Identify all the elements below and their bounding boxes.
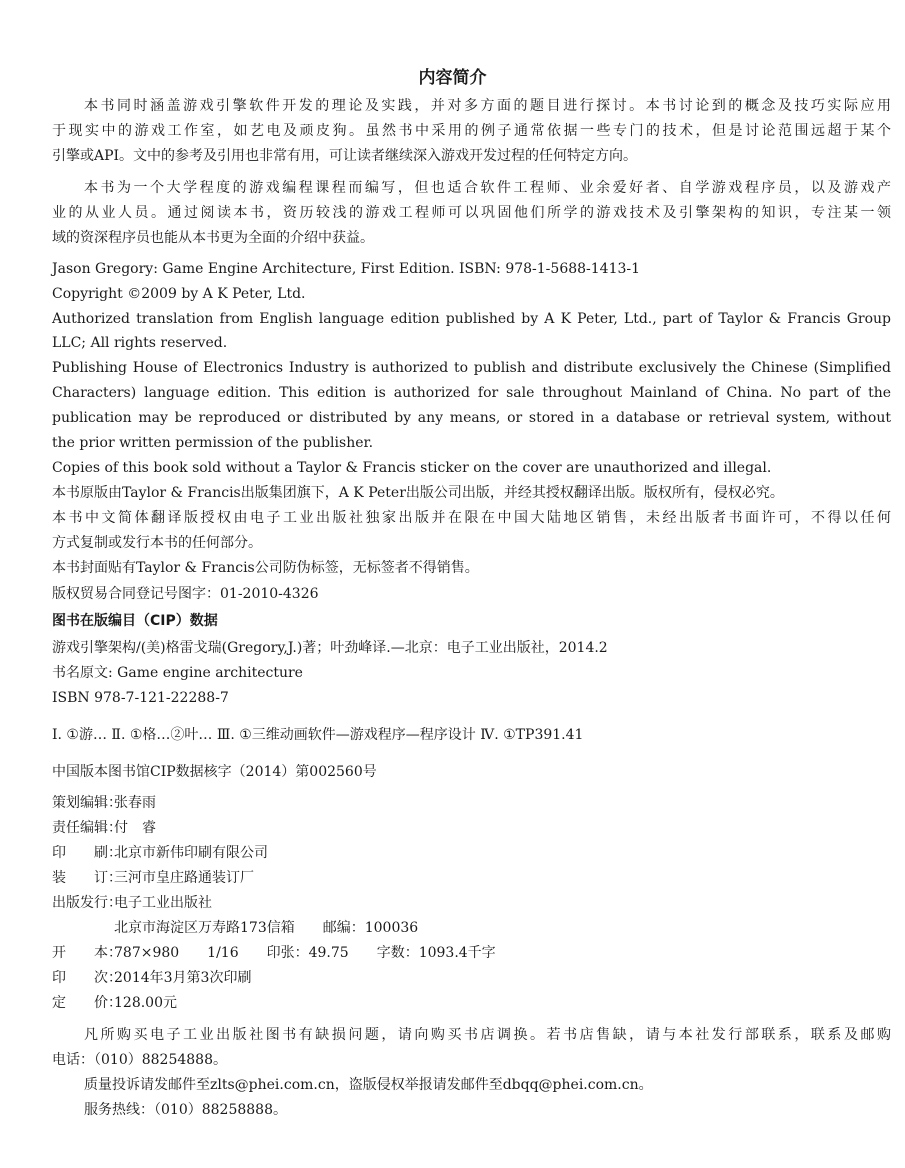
intro-line: 引擎或API。文中的参考及引用也非常有用，可让读者继续深入游戏开发过程的任何特定方向。 <box>52 148 638 164</box>
cip-line: 游戏引擎架构/(美)格雷戈瑞(Gregory,J.)著；叶劲峰译.—北京：电子工业出版社，2014.2 <box>52 640 608 656</box>
rights-line: 本书中文简体翻译版授权由电子工业出版社独家出版并在限在中国大陆地区销售，未经出版者书面许可，不得以任何 <box>52 510 891 526</box>
credit-value: 三河市皇庄路通装订厂 <box>114 870 254 886</box>
credit-label: 印 刷： <box>52 845 122 861</box>
credit-edition <box>52 968 891 988</box>
credit-publisher <box>52 893 891 913</box>
english-line: Jason Gregory: Game Engine Architecture, First Edition. ISBN: 978-1-5688-1413-1 <box>52 261 641 277</box>
credit-binding <box>52 868 891 888</box>
rights-line: 版权贸易合同登记号图字：01-2010-4326 <box>52 586 319 602</box>
cip-line: 中国版本图书馆CIP数据核字（2014）第002560号 <box>52 764 377 780</box>
english-line: the prior written permission of the publisher. <box>52 435 374 451</box>
english-line: publication may be reproduced or distributed by any means, or stored in a database or retrieval system, without <box>52 410 891 426</box>
credit-label: 开 本： <box>52 945 122 961</box>
service-line: 质量投诉请发邮件至zlts@phei.com.cn，盗版侵权举报请发邮件至dbqq@phei.com.cn。 <box>84 1077 653 1093</box>
credit-address <box>52 918 891 938</box>
credit-value: 付 睿 <box>114 820 156 836</box>
credit-label: 策划编辑： <box>52 795 122 811</box>
credit-value: 2014年3月第3次印刷 <box>114 970 252 986</box>
intro-line: 于现实中的游戏工作室，如艺电及顽皮狗。虽然书中采用的例子通常依据一些专门的技术，但是讨论范围远超于某个 <box>52 123 891 139</box>
credit-value: 北京市新伟印刷有限公司 <box>114 845 268 861</box>
credit-value: 电子工业出版社 <box>114 895 212 911</box>
rights-line: 本书封面贴有Taylor & Francis公司防伪标签，无标签者不得销售。 <box>52 560 479 576</box>
credit-value: 北京市海淀区万寿路173信箱 <box>114 920 295 936</box>
credit-value: 787×980 1/16 印张：49.75 字数：1093.4千字 <box>114 945 496 961</box>
english-line: Publishing House of Electronics Industry is authorized to publish and distribute exclusively the Chinese (Simplified <box>52 360 891 376</box>
english-line: Authorized translation from English language edition published by A K Peter, Ltd., part of Taylor & Francis Group <box>52 311 891 327</box>
intro-line: 域的资深程序员也能从本书更为全面的介绍中获益。 <box>52 230 374 246</box>
english-line: Copyright ©2009 by A K Peter, Ltd. <box>52 286 306 302</box>
credit-label: 责任编辑： <box>52 820 122 836</box>
credit-value: 张春雨 <box>114 795 156 811</box>
service-line: 凡所购买电子工业出版社图书有缺损问题，请向购买书店调换。若书店售缺，请与本社发行部联系，联系及邮购 <box>84 1027 891 1043</box>
page-title: 内容简介 <box>418 68 487 88</box>
english-line: Copies of this book sold without a Taylor & Francis sticker on the cover are unauthorized and illegal. <box>52 460 772 476</box>
rights-line: 方式复制或发行本书的任何部分。 <box>52 535 262 551</box>
rights-line: 本书原版由Taylor & Francis出版集团旗下，A K Peter出版公司出版，并经其授权翻译出版。版权所有，侵权必究。 <box>52 485 784 501</box>
cip-line: ISBN 978-7-121-22288-7 <box>52 690 229 706</box>
credit-postcode: 邮编：100036 <box>322 920 419 936</box>
credit-editor <box>52 818 891 838</box>
credit-label: 定 价： <box>52 995 122 1011</box>
credit-print <box>52 843 891 863</box>
service-line: 电话：（010）88254888。 <box>52 1052 227 1068</box>
intro-line: 业的从业人员。通过阅读本书，资历较浅的游戏工程师可以巩固他们所学的游戏技术及引擎架构的知识，专注某一领 <box>52 205 891 221</box>
credit-value: 128.00元 <box>114 995 177 1011</box>
intro-line: 本书为一个大学程度的游戏编程课程而编写，但也适合软件工程师、业余爱好者、自学游戏程序员，以及游戏产 <box>84 180 891 196</box>
credit-label: 印 次： <box>52 970 122 986</box>
credit-label: 装 订： <box>52 870 122 886</box>
credit-format <box>52 943 891 963</box>
intro-line: 本书同时涵盖游戏引擎软件开发的理论及实践，并对多方面的题目进行探讨。本书讨论到的概念及技巧实际应用 <box>84 98 891 114</box>
credit-price <box>52 993 891 1013</box>
service-line: 服务热线：（010）88258888。 <box>84 1102 287 1118</box>
credit-label: 出版发行： <box>52 895 122 911</box>
cip-heading: 图书在版编目（CIP）数据 <box>52 613 218 629</box>
cip-line: Ⅰ. ①游… Ⅱ. ①格…②叶… Ⅲ. ①三维动画软件—游戏程序—程序设计 Ⅳ. ①TP391.41 <box>52 727 584 743</box>
english-line: Characters) language edition. This edition is authorized for sale throughout Mainland of China. No part of the <box>52 385 891 401</box>
cip-line: 书名原文: Game engine architecture <box>52 665 303 681</box>
english-line: LLC; All rights reserved. <box>52 335 228 351</box>
credit-planner <box>52 793 891 813</box>
